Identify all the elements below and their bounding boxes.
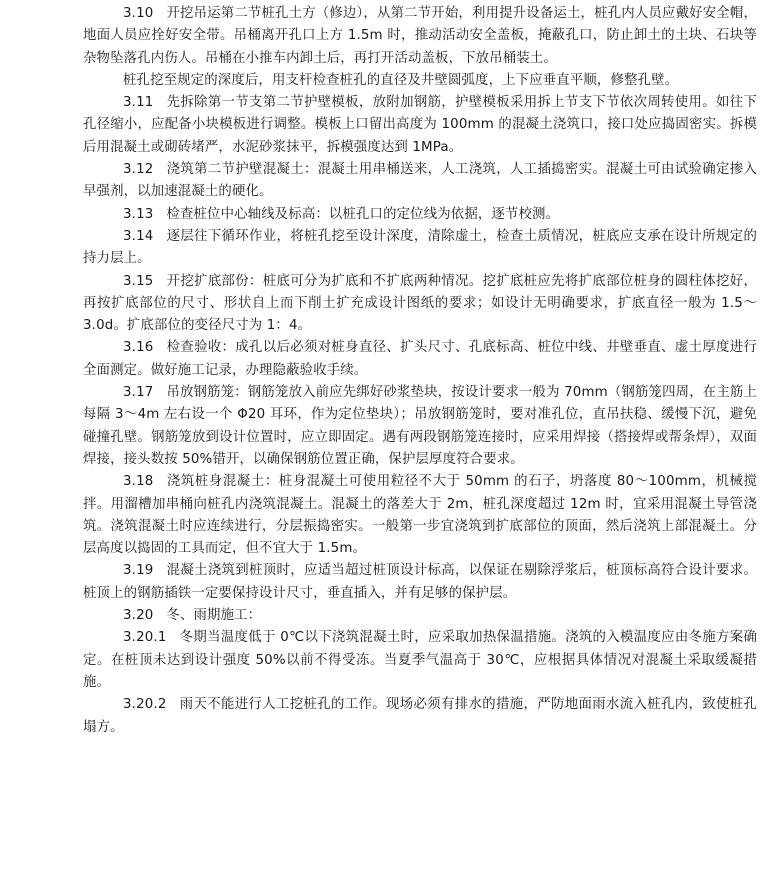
paragraph-3-15 [83, 271, 757, 338]
paragraph-text: 检查桩位中心轴线及标高：以桩孔口的定位线为依据，逐节校测。 [166, 206, 560, 222]
paragraph-3-17 [83, 382, 757, 471]
section-number: 3.17 [123, 385, 154, 401]
paragraph-text: 冬期当温度低于 0℃以下浇筑混凝土时，应采取加热保温措施。浇筑的入模温度应由冬施方案确定。在桩顶未达到设计强度 50%以前不得受冻。当夏季气温高于 30℃，应根据具体情况对混凝土采取缓凝措施。 [83, 630, 757, 690]
paragraph-3-13 [83, 204, 757, 226]
paragraph-text: 开挖吊运第二节桩孔土方（修边），从第二节开始，利用提升设备运土，桩孔内人员应戴好安全帽，地面人员应拴好安全带。吊桶离开孔口上方 1.5m 时，推动活动安全盖板，掩蔽孔口，防止卸土的土块、石块等杂物坠落孔内伤人。吊桶在小推车内卸土后，再打开活动盖板，下放吊桶装土。 [83, 6, 757, 66]
section-number: 3.20.1 [123, 630, 167, 646]
paragraph-text: 开挖扩底部份：桩底可分为扩底和不扩底两种情况。挖扩底桩应先将扩底部位桩身的圆柱体挖好，再按扩底部位的尺寸、形状自上而下削土扩充成设计图纸的要求；如设计无明确要求，扩底直径一般为 1.5～3.0d。扩底部位的变径尺寸为 1：4。 [83, 273, 757, 334]
section-number: 3.20.2 [123, 697, 167, 713]
section-number: 3.14 [123, 228, 154, 244]
section-number: 3.16 [123, 340, 154, 356]
section-number: 3.13 [123, 206, 154, 222]
section-number: 3.20 [123, 608, 154, 624]
paragraph-3-20-1 [83, 627, 757, 694]
paragraph-3-20 [83, 605, 757, 627]
paragraph-3-16 [83, 337, 757, 382]
paragraph-3-19 [83, 560, 757, 605]
paragraph-text: 浇筑第二节护壁混凝土：混凝土用串桶送来，人工浇筑，人工插捣密实。混凝土可由试验确定掺入早强剂，以加速混凝土的硬化。 [83, 162, 757, 200]
paragraph-3-11 [83, 92, 757, 159]
paragraph-text: 逐层往下循环作业，将桩孔挖至设计深度，清除虚土，检查土质情况，桩底应支承在设计所规定的持力层上。 [83, 228, 757, 267]
paragraph-3-10 [83, 3, 757, 70]
paragraph-3-20-2 [83, 694, 757, 739]
section-number: 3.11 [123, 95, 154, 111]
paragraph-3-14 [83, 226, 757, 271]
paragraph-3-10-continued [83, 70, 757, 92]
paragraph-text: 检查验收：成孔以后必须对桩身直径、扩头尺寸、孔底标高、桩位中线、井壁垂直、虚土厚度进行全面测定。做好施工记录，办理隐蔽验收手续。 [83, 340, 757, 378]
paragraph-text: 吊放钢筋笼：钢筋笼放入前应先绑好砂浆垫块，按设计要求一般为 70mm（钢筋笼四周，在主筋上每隔 3～4m 左右设一个 Φ20 耳环，作为定位垫块）；吊放钢筋笼时，要对准孔位，直吊扶稳、缓慢下沉，避免碰撞孔壁。钢筋笼放到设计位置时，应立即固定。遇有两段钢筋笼连接时，应采用焊接（搭接焊或帮条焊），双面焊接，接头数按 50%错开，以确保钢筋位置正确，保护层厚度符合要求。 [83, 385, 757, 467]
paragraph-text: 混凝土浇筑到桩顶时，应适当超过桩顶设计标高，以保证在剔除浮浆后，桩顶标高符合设计要求。桩顶上的钢筋插铁一定要保持设计尺寸，垂直插入，并有足够的保护层。 [83, 563, 757, 601]
paragraph-text: 桩孔挖至规定的深度后，用支杆检查桩孔的直径及井壁圆弧度，上下应垂直平顺，修整孔壁。 [123, 72, 679, 88]
section-number: 3.18 [123, 474, 154, 490]
paragraph-text: 先拆除第一节支第二节护壁模板，放附加钢筋，护壁模板采用拆上节支下节依次周转使用。如往下孔径缩小，应配备小块模板进行调整。模板上口留出高度为 100mm 的混凝土浇筑口，接口处应捣固密实。拆模后用混凝土或砌砖堵严，水泥砂浆抹平，拆模强度达到 1MPa。 [83, 95, 757, 155]
paragraph-3-12 [83, 159, 757, 204]
section-number: 3.15 [123, 273, 154, 289]
section-number: 3.10 [123, 6, 154, 21]
paragraph-text: 浇筑桩身混凝土：桩身混凝土可使用粒径不大于 50mm 的石子，坍落度 80～100mm，机械搅拌。用溜槽加串桶向桩孔内浇筑混凝土。混凝土的落差大于 2m，桩孔深度超过 12m 时，宜采用混凝土导管浇筑。浇筑混凝土时应连续进行，分层振捣密实。一般第一步宜浇筑到扩底部位的顶面，然后浇筑上部混凝土。分层高度以捣固的工具而定，但不宜大于 1.5m。 [83, 474, 757, 557]
paragraph-text: 雨天不能进行人工挖桩孔的工作。现场必须有排水的措施，严防地面雨水流入桩孔内，致使桩孔塌方。 [83, 697, 757, 735]
paragraph-text: 冬、雨期施工： [166, 608, 262, 624]
paragraph-3-18 [83, 471, 757, 560]
section-number: 3.12 [123, 162, 154, 178]
section-number: 3.19 [123, 563, 154, 579]
